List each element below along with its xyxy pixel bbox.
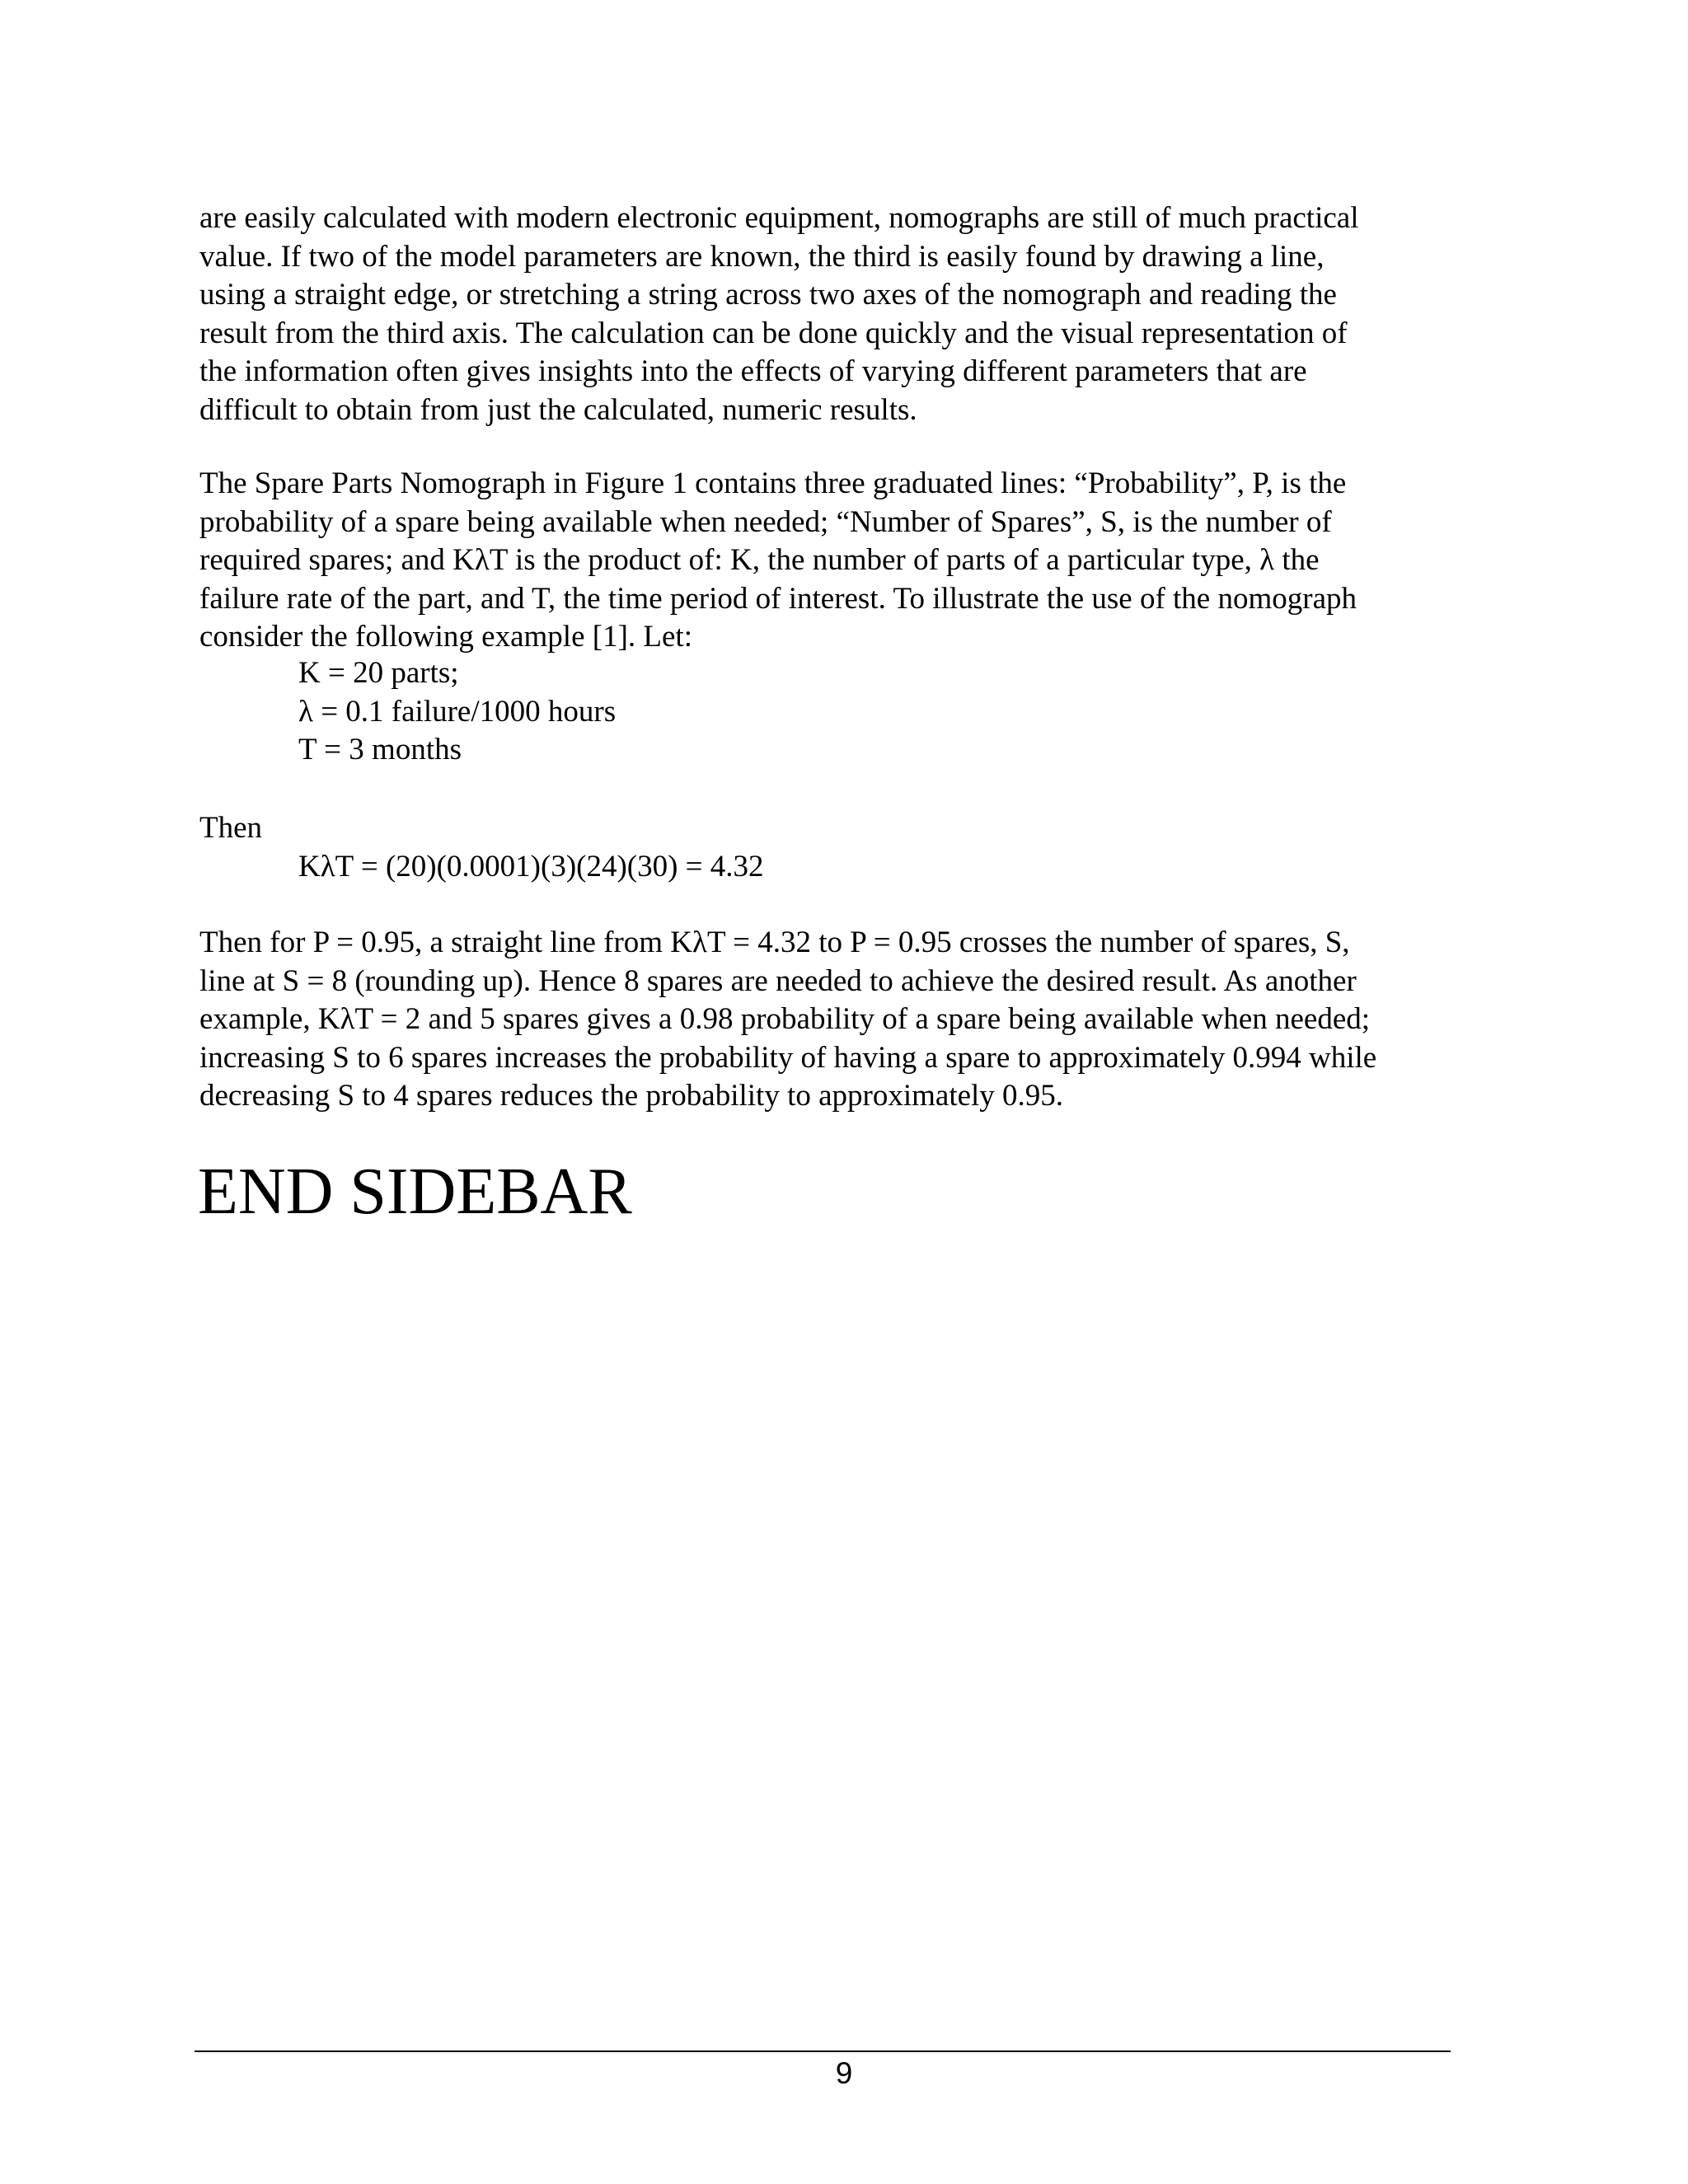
variable-lambda: λ = 0.1 failure/1000 hours bbox=[298, 694, 617, 729]
text-line: probability of a spare being available when needed; “Number of Spares”, S, is the number of bbox=[199, 504, 1332, 539]
text-line: The Spare Parts Nomograph in Figure 1 contains three graduated lines: “Probability”, P, is the bbox=[199, 466, 1347, 500]
text-line: increasing S to 6 spares increases the probability of having a spare to approximately 0.994 while bbox=[199, 1040, 1377, 1075]
text-line: result from the third axis. The calculation can be done quickly and the visual representation of bbox=[199, 316, 1348, 350]
text-line: required spares; and KλT is the product of: K, the number of parts of a particular type, λ the bbox=[199, 543, 1320, 577]
variable-k: K = 20 parts; bbox=[298, 656, 459, 690]
paragraph-example-results bbox=[199, 924, 1502, 1116]
formula bbox=[298, 848, 1601, 887]
paragraph-spare-parts-nomograph bbox=[199, 465, 1502, 657]
text-line: failure rate of the part, and T, the time period of interest. To illustrate the use of the nomograph bbox=[199, 581, 1357, 616]
text-line: decreasing S to 4 spares reduces the probability to approximately 0.95. bbox=[199, 1079, 1064, 1113]
text-line: line at S = 8 (rounding up). Hence 8 spares are needed to achieve the desired result. As another bbox=[199, 963, 1357, 998]
text-line: Then for P = 0.95, a straight line from KλT = 4.32 to P = 0.95 crosses the number of spares, S, bbox=[199, 926, 1350, 959]
text-line: Then bbox=[199, 811, 263, 845]
text-line: consider the following example [1]. Let: bbox=[199, 620, 692, 654]
text-line: using a straight edge, or stretching a string across two axes of the nomograph and reading the bbox=[199, 278, 1337, 312]
text-line: the information often gives insights into the effects of varying different parameters that are bbox=[199, 354, 1307, 388]
paragraph-nomograph-value bbox=[199, 199, 1502, 429]
example-variables bbox=[298, 654, 1601, 770]
text-line: are easily calculated with modern electronic equipment, nomographs are still of much practical bbox=[199, 201, 1359, 235]
footer-divider bbox=[195, 2050, 1451, 2052]
formula-line: KλT = (20)(0.0001)(3)(24)(30) = 4.32 bbox=[298, 850, 764, 883]
text-line: example, KλT = 2 and 5 spares gives a 0.98 probability of a spare being available when needed; bbox=[199, 1002, 1371, 1036]
page-number: 9 bbox=[835, 2056, 853, 2090]
text-line: value. If two of the model parameters are known, the third is easily found by drawing a line, bbox=[199, 239, 1325, 274]
then-label bbox=[199, 809, 1502, 848]
end-sidebar-heading: END SIDEBAR bbox=[198, 1155, 632, 1228]
text-line: difficult to obtain from just the calculated, numeric results. bbox=[199, 392, 917, 427]
variable-t: T = 3 months bbox=[298, 733, 462, 766]
